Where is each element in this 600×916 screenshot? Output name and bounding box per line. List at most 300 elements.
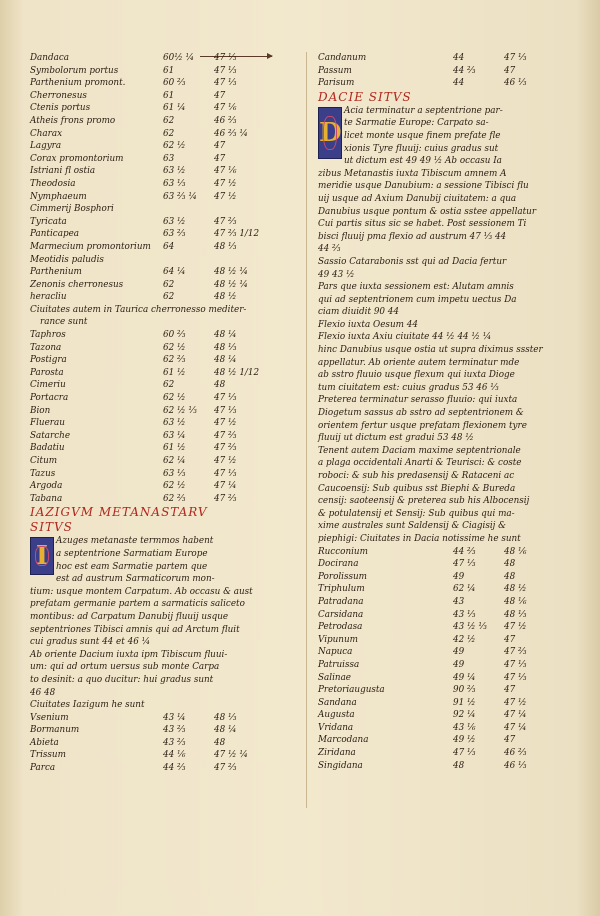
column-rule [306,52,307,808]
text-line: to desinit: a quo ducitur: hui gradus sunt [30,674,214,685]
longitude-value: 43 [453,596,465,607]
longitude-value: 63 ½ [163,418,186,429]
text-line: est ad austrum Sarmaticorum mon- [56,574,215,585]
place-name: Bormanum [30,725,80,736]
section-heading-situs: SITVS [30,520,73,535]
place-name: Passum [318,65,352,76]
place-row [30,279,285,292]
longitude-value: 63 ⅔ ¼ [163,191,197,202]
place-row [30,442,285,455]
longitude-value: 62 [163,115,175,126]
place-row [30,102,285,115]
place-name: Lagyra [30,141,62,152]
text-line: Preterea terminatur serasso fluuio: qui iuxta [318,395,518,406]
latitude-value: 48 ½ ¼ [214,279,248,290]
latitude-value: 47 ¼ [504,722,527,733]
latitude-value: 47 ⅔ [214,443,237,454]
latitude-value: 47 ⅔ [504,647,527,658]
right-column [318,52,580,772]
place-name: Satarche [30,430,71,441]
place-list-top [318,52,580,90]
place-name: Trissum [30,750,66,761]
place-row [318,65,580,78]
place-row [30,430,285,443]
longitude-value: 63 [163,153,175,164]
longitude-value: 44 [453,78,465,89]
place-name: Docirana [318,559,359,570]
place-row [30,493,285,506]
place-list-taurica [30,329,285,505]
place-row [318,571,580,584]
place-name: Sandana [318,697,357,708]
text-line: piephigi: Ciuitates in Dacia notissime he sunt [318,533,521,544]
place-name: Parthenium [30,267,82,278]
longitude-value: 43 ⅔ [163,737,186,748]
place-name: Cimmerij Bosphori [30,204,114,215]
place-row [318,77,580,90]
longitude-value: 43 ⅙ [453,722,476,733]
place-row [30,342,285,355]
longitude-value: 47 ⅓ [453,559,476,570]
place-name: Napuca [318,647,353,658]
longitude-value: 43 ⅓ [453,609,476,620]
illuminated-initial-i: I [30,537,54,575]
place-row [318,697,580,710]
place-row [30,77,285,90]
place-row [30,737,285,750]
longitude-value: 62 ½ [163,481,186,492]
place-name: Rucconium [318,546,368,557]
longitude-value: 91 ½ [453,697,476,708]
longitude-value: 60 ⅔ [163,330,186,341]
longitude-value: 48 [453,760,465,771]
text-line: prefatam germanie partem a sarmaticis saliceto [30,599,245,610]
text-line: Acia terminatur a septentrione par- [344,105,503,116]
text-line: cui gradus sunt 44 et 46 ¼ [30,637,151,648]
place-name: Tazona [30,342,62,353]
place-list-iazyges [30,712,285,775]
place-row [318,722,580,735]
place-name: Cimeriu [30,380,66,391]
place-row [30,480,285,493]
latitude-value: 47 ½ [214,178,237,189]
place-name: Bion [30,405,51,416]
place-name: Carsidana [318,609,364,620]
longitude-value: 63 ½ [163,166,186,177]
longitude-value: 43 ⅔ [163,725,186,736]
place-row [318,747,580,760]
longitude-value: 62 ¼ [453,584,476,595]
place-row [318,583,580,596]
latitude-value: 48 ⅓ [214,712,237,723]
section-heading-dacia: DACIE SITVS [318,89,412,104]
place-row [318,52,580,65]
dacia-paragraph [318,105,580,546]
longitude-value: 44 [453,53,465,63]
latitude-value: 48 ⅓ [214,241,237,252]
place-row [318,621,580,634]
latitude-value: 47 ⅓ [504,672,527,683]
place-row [30,291,285,304]
text-line: a septentrione Sarmatiam Europe [56,548,208,559]
longitude-value: 61 [163,65,175,76]
place-name: Citum [30,456,58,466]
latitude-value: 48 ⅙ [504,596,527,607]
place-row [30,191,285,204]
text-line: septentriones Tibisci amnis qui ad Arctum fluit [30,624,240,635]
place-name: Parosta [30,367,64,378]
text-line: fluuij ut dictum est gradui 53 48 ½ [318,433,474,444]
latitude-value: 46 ⅔ [214,115,237,126]
place-name: Dandaca [30,53,70,63]
place-name: Badatiu [30,443,65,454]
place-row [318,659,580,672]
text-line: censij: saoteensij & preterea sub his Albocensij [318,496,530,507]
latitude-value: 48 ¼ [214,355,237,366]
place-name: Salinae [318,672,352,683]
latitude-value: 46 ⅓ [504,760,527,771]
latitude-value: 48 ¼ [214,725,237,736]
longitude-value: 62 [163,128,175,139]
iazyges-paragraph [30,535,285,711]
place-row [30,724,285,737]
place-name: Pretoriaugusta [318,685,385,696]
text-line: ut dictum est 49 49 ½ Ab occasu Ia [344,156,502,167]
latitude-value: 47 ⅓ [214,53,237,63]
place-name: Istriani fl ostia [30,166,96,177]
text-line: tum ciuitatem est: cuius gradus 53 46 ⅓ [318,382,499,393]
latitude-value: 47 ⅔ [214,493,237,504]
place-name: Porolissum [318,571,368,582]
latitude-value: 47 ½ [504,697,527,708]
place-name: Nymphaeum [30,191,87,202]
place-row [318,596,580,609]
place-row [30,216,285,229]
longitude-value: 62 ⅔ [163,493,186,504]
place-name: Vridana [318,722,354,733]
text-line: ab sstro fluuio usque flexum qui iuxta Dioge [318,370,515,381]
place-name: Taphros [30,330,66,341]
place-name: Tabana [30,493,63,504]
place-row [30,241,285,254]
latitude-value: 47 ⅓ [214,468,237,479]
civitates-line: rance sunt [40,317,88,328]
illuminated-initial-d: D [318,107,342,159]
longitude-value: 62 ⅔ [163,355,186,366]
place-name: Charax [30,128,63,139]
place-row [30,417,285,430]
latitude-value: 47 ⅓ [504,53,527,63]
place-row [318,684,580,697]
place-row [30,140,285,153]
longitude-value: 64 [163,241,175,252]
text-line: Tenent autem Daciam maxime septentrionale [318,445,521,456]
latitude-value: 47 ⅓ [214,405,237,416]
longitude-value: 62 ¼ [163,456,186,466]
text-line: ciam diuidit 90 44 [318,307,400,318]
longitude-value: 63 ½ [163,216,186,227]
longitude-value: 49 [453,659,465,670]
text-line: meridie usque Danubium: a sessione Tibisci flu [318,181,529,192]
place-name: Portacra [30,393,69,404]
place-row [30,90,285,103]
longitude-value: 43 ¼ [163,712,186,723]
text-line: xime australes sunt Saldensij & Ciagisij & [318,521,507,532]
text-line: a plaga occidentali Anarti & Teurisci: & coste [318,458,522,469]
civitates-line: Ciuitates autem in Taurica cherronesso mediter- [30,304,247,315]
place-row [318,634,580,647]
place-name: Triphulum [318,584,365,595]
text-line: tium: usque montem Carpatum. Ab occasu & aust [30,586,253,597]
latitude-value: 47 ½ [214,456,237,466]
latitude-value: 47 ⅓ [214,78,237,89]
longitude-value: 44 ⅙ [163,750,186,761]
text-line: uij usque ad Axium Danubij ciuitatem: a qua [318,193,517,204]
longitude-value: 63 ⅓ [163,178,186,189]
place-name: Corax promontorium [30,153,124,164]
place-row [30,455,285,468]
text-line: & potulatensij et Sensij: Sub quibus qui ma- [318,508,515,519]
place-row [30,266,285,279]
latitude-value: 47 ½ [214,191,237,202]
latitude-value: 47 ⅔ [214,430,237,441]
latitude-value: 47 ½ [214,418,237,429]
latitude-value: 47 ⅓ [214,393,237,404]
place-name: Vsenium [30,712,69,723]
place-name: Postigra [30,355,67,366]
longitude-value: 62 [163,279,175,290]
place-name: Abieta [30,737,59,748]
place-name: Parthenium promont. [30,78,126,89]
place-name: Symbolorum portus [30,65,119,76]
place-name: Petrodasa [318,622,363,633]
place-row [30,379,285,392]
text-line: orientem fertur usque prefatam flexionem tyre [318,420,527,431]
latitude-value: 48 ⅓ [504,609,527,620]
place-row [30,115,285,128]
latitude-value: 48 ½ [214,292,237,303]
text-line: 49 43 ½ [318,269,355,280]
longitude-value: 62 ½ [163,342,186,353]
longitude-value: 90 ⅔ [453,685,476,696]
place-row [30,254,285,267]
longitude-value: 47 ⅓ [453,748,476,759]
longitude-value: 62 ½ [163,393,186,404]
longitude-value: 61 ½ [163,443,186,454]
latitude-value: 48 ½ ¼ [214,267,248,278]
place-row [30,468,285,481]
place-name: Patruissa [318,659,360,670]
longitude-value: 49 ½ [453,735,476,746]
longitude-value: 63 ⅔ [163,229,186,240]
place-name: Parisum [318,78,355,89]
place-name: Argoda [30,481,63,492]
latitude-value: 47 [504,634,516,645]
place-row [30,762,285,775]
place-row [30,52,285,65]
text-line: um: qui ad ortum uersus sub monte Carpa [30,662,220,673]
latitude-value: 47 ½ ¼ [214,750,248,761]
section-heading-iazyges: IAZIGVM METANASTARV [30,505,208,520]
latitude-value: 47 ⅓ [504,659,527,670]
latitude-value: 47 ¼ [504,710,527,721]
longitude-value: 60 ⅔ [163,78,186,89]
place-name: Patradana [318,596,364,607]
place-row [30,65,285,78]
place-row [30,153,285,166]
text-line: te Sarmatie Europe: Carpato sa- [344,118,489,129]
longitude-value: 49 [453,571,465,582]
place-row [318,609,580,622]
text-line: zibus Metanastis iuxta Tibiscum amnem A [318,168,507,179]
place-row [30,749,285,762]
text-line: Flexio iuxta Axiu ciuitate 44 ½ 44 ½ ¼ [318,332,492,343]
place-row [30,178,285,191]
place-name: Atheis frons promo [30,115,116,126]
latitude-value: 47 ½ [504,622,527,633]
place-row [318,734,580,747]
latitude-value: 48 ½ [504,584,527,595]
place-row [318,546,580,559]
latitude-value: 47 ⅔ [214,216,237,227]
place-name: Tyricata [30,216,67,227]
latitude-value: 46 ⅔ ¼ [214,128,248,139]
text-line: Flexio iuxta Oesum 44 [318,319,418,330]
place-name: Augusta [318,710,355,721]
place-name: Ctenis portus [30,103,91,114]
latitude-value: 48 ½ 1/12 [214,367,260,378]
latitude-value: 47 [504,65,516,76]
place-row [30,392,285,405]
place-row [30,228,285,241]
text-line: roboci: & sub his predasensij & Rataceni ac [318,471,515,481]
text-line: appellatur. Ab oriente autem terminatur mde [318,357,520,368]
place-row [30,128,285,141]
place-list-crimea [30,52,285,304]
longitude-value: 63 ¼ [163,430,186,441]
longitude-value: 62 ½ ⅓ [163,405,197,416]
place-name: Meotidis paludis [30,254,104,265]
latitude-value: 46 ⅔ [504,748,527,759]
place-name: Singidana [318,760,363,771]
latitude-value: 47 ⅓ [214,65,237,76]
place-row [30,712,285,725]
place-list-dacia [318,546,580,773]
latitude-value: 48 ⅙ [504,546,527,557]
place-name: Theodosia [30,178,76,189]
place-row [30,354,285,367]
latitude-value: 47 ⅙ [214,103,237,114]
latitude-value: 48 [504,571,516,582]
place-row [30,405,285,418]
longitude-value: 64 ¼ [163,267,186,278]
place-name: Marmecium promontorium [30,241,151,252]
longitude-value: 42 ½ [453,634,476,645]
longitude-value: 61 ½ [163,367,186,378]
latitude-value: 48 [214,737,226,748]
longitude-value: 49 ¼ [453,672,476,683]
text-line: Sassio Catarabonis sst qui ad Dacia fertur [318,256,507,267]
place-name: Zenonis cherronesus [30,279,124,290]
text-line: hinc Danubius usque ostia ut supra diximus ssster [318,345,543,356]
place-name: Candanum [318,53,367,63]
latitude-value: 47 ⅙ [214,166,237,177]
latitude-value: 48 ⅓ [214,342,237,353]
latitude-value: 47 [214,90,226,101]
longitude-value: 61 ¼ [163,103,186,114]
text-line: montibus: ad Carpatum Danubij fluuij usque [30,611,229,622]
longitude-value: 62 ½ [163,141,186,152]
longitude-value: 60½ ¼ [163,53,195,63]
place-name: Marcodana [318,735,369,746]
longitude-value: 49 [453,647,465,658]
longitude-value: 44 ⅔ [163,763,186,774]
longitude-value: 44 ⅔ [453,546,476,557]
place-name: Vipunum [318,634,358,645]
latitude-value: 47 ⅔ 1/12 [214,229,260,240]
latitude-value: 47 [214,141,226,152]
longitude-value: 62 [163,380,175,391]
text-line: xionis Tyre fluuij: cuius gradus sut [344,143,499,154]
place-row [30,165,285,178]
text-line: qui ad septentrionem cum impetu uectus Da [318,294,517,305]
latitude-value: 48 [214,380,226,391]
place-row [318,558,580,571]
longitude-value: 61 [163,90,175,101]
text-line: hoc est eam Sarmatie partem que [56,561,208,572]
latitude-value: 48 [504,559,516,570]
text-line: 44 ⅔ [318,244,341,255]
text-line: Azuges metanaste termmos habent [56,536,214,547]
place-name: Fluerau [30,418,65,429]
text-line: bisci fluuij pma flexio ad austrum 47 ⅓ 44 [318,231,507,242]
place-name: Ziridana [318,748,356,759]
text-line: 46 48 [30,687,56,698]
longitude-value: 62 [163,292,175,303]
place-row [318,760,580,773]
text-line: Ciuitates Iazigum he sunt [30,700,145,711]
place-name: Cherronesus [30,90,87,101]
place-name: Parca [30,763,56,774]
latitude-value: 48 ¼ [214,330,237,341]
place-row [318,646,580,659]
text-line: Ab oriente Dacium iuxta ipm Tibiscum fluui- [30,649,228,660]
latitude-value: 47 [504,685,516,696]
longitude-value: 92 ¼ [453,710,476,721]
place-row [30,203,285,216]
latitude-value: 46 ⅓ [504,78,527,89]
place-name: Tazus [30,468,56,479]
latitude-value: 47 [504,735,516,746]
place-row [318,709,580,722]
text-line: Diogetum sassus ab sstro ad septentrionem & [318,408,524,419]
text-line: Cui partis situs sic se habet. Post sessionem Ti [318,219,527,230]
text-line: Pars que iuxta sessionem est: Alutam amnis [318,282,514,293]
text-line: licet monte usque finem prefate fle [344,130,501,141]
longitude-value: 43 ½ ⅓ [453,622,487,633]
latitude-value: 47 ⅔ [214,763,237,774]
place-name: heracliu [30,292,67,303]
latitude-value: 47 [214,153,226,164]
left-column [30,52,285,775]
latitude-value: 47 ¼ [214,481,237,492]
longitude-value: 44 ⅔ [453,65,476,76]
longitude-value: 63 ⅓ [163,468,186,479]
place-name: Panticapea [30,229,80,240]
text-line: Caucoensij: Sub quibus sst Biephi & Bureda [318,483,516,494]
text-line: Danubius usque pontum & ostia sstee appellatur [318,206,537,217]
place-row [318,672,580,685]
